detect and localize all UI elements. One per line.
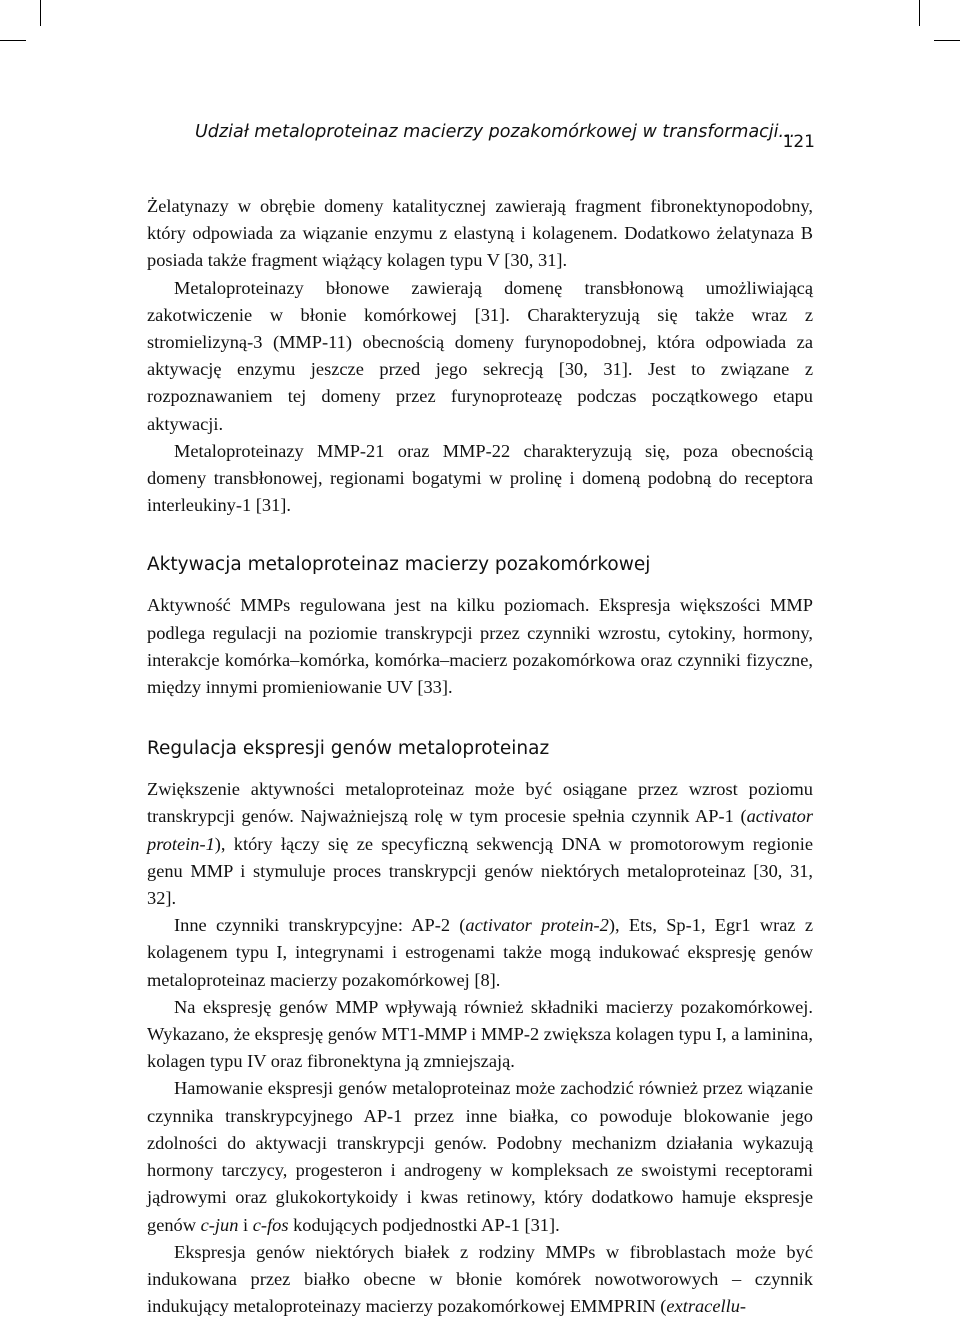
paragraph-mmp21-mmp22: Metaloproteinazy MMP-21 oraz MMP-22 charakteryzują się, poza obecnością domeny transbłonowej, regionami bogatymi w prolinę i domeną podobną do receptora interleukiny-1 [31]. — [147, 440, 813, 516]
page-header — [195, 122, 815, 152]
italic-term: c-jun — [200, 1214, 239, 1235]
italic-term: c-fos — [252, 1214, 289, 1235]
text-run: i — [238, 1214, 253, 1235]
paragraph-other-factors — [147, 912, 813, 994]
paragraph-inhibition — [147, 1075, 813, 1238]
text-run: Inne czynniki transkrypcyjne: AP-2 ( — [174, 915, 466, 936]
crop-mark-top-left-horizontal — [0, 40, 26, 41]
crop-mark-top-right-horizontal — [934, 40, 960, 41]
paragraph-mmp-regulation: Aktywność MMPs regulowana jest na kilku poziomach. Ekspresja większości MMP podlega regulacji na poziomie transkrypcji przez czynniki wzrostu, cytokiny, hormony, interakcje komórka–komórka, komórka–macierz pozakomórkowa oraz czynniki fizyczne, między innymi promieniowanie UV [33]. — [147, 595, 813, 698]
crop-mark-top-right-vertical — [919, 0, 920, 26]
article-body — [147, 193, 813, 1320]
italic-term: activator protein-2 — [465, 915, 609, 936]
page-number: 121 — [782, 132, 815, 152]
italic-term: extracellu- — [666, 1296, 747, 1317]
text-run: ), który łączy się ze specyficzną sekwencją DNA w promotorowym regionie genu MMP i stymuluje proces transkrypcji genów niektórych metaloproteinaz [30, 31, 32]. — [147, 833, 813, 909]
section-heading-regulation: Regulacja ekspresji genów metaloproteinaz — [147, 738, 550, 760]
paragraph-ap1 — [147, 776, 813, 912]
italic-term: activator protein-1 — [147, 806, 813, 854]
paragraph-gelatinases: Żelatynazy w obrębie domeny katalitycznej zawierają fragment fibronektynopodobny, który odpowiada za wiązanie enzymu z elastyną i kolagenem. Dodatkowo żelatynaza B posiada także fragment wiążący kolagen typu V [30, 31]. — [147, 196, 813, 271]
paragraph-ecm-components: Na ekspresję genów MMP wpływają również składniki macierzy pozakomórkowej. Wykazano, że ekspresję genów MT1-MMP i MMP-2 zwiększa kolagen typu I, a laminina, kolagen typu IV oraz fibronektyna ją zmniejszają. — [147, 996, 813, 1072]
running-title: Udział metaloproteinaz macierzy pozakomórkowej w transformacji... — [195, 122, 796, 142]
text-run: kodujących podjednostki AP-1 [31]. — [288, 1214, 560, 1235]
paragraph-membrane-mmps: Metaloproteinazy błonowe zawierają domenę transbłonową umożliwiającą zakotwiczenie w błonie komórkowej [31]. Charakteryzują się także wraz z stromielizyną-3 (MMP-11) obecnością domeny furynopodobnej, która odpowiada za aktywację enzymu jeszcze przed jego sekrecją [30, 31]. Jest to związane z rozpoznawaniem tej domeny przez furynoproteazę podczas początkowego etapu aktywacji. — [147, 277, 813, 434]
text-run: Hamowanie ekspresji genów metaloproteinaz może zachodzić również przez wiązanie czynnika transkrypcyjnego AP-1 przez inne białka, co powoduje blokowanie jego zdolności do aktywacji transkrypcji genów. Podobny mechanizm działania wykazują hormony tarczycy, progesteron i androgeny w kompleksach ze swoistymi receptorami jądrowymi oraz glukokortykoidy i kwas retinowy, który dodatkowo hamuje ekspresje genów — [147, 1078, 813, 1235]
crop-mark-top-left-vertical — [40, 0, 41, 26]
text-run: ), Ets, Sp-1, Egr1 wraz z kolagenem typu I, integrynami i estrogenami także mogą indukować ekspresję genów metaloproteinaz macierzy pozakomórkowej [8]. — [147, 915, 813, 990]
section-heading-activation: Aktywacja metaloproteinaz macierzy pozakomórkowej — [147, 554, 651, 576]
text-run: Zwiększenie aktywności metaloproteinaz może być osiągane przez wzrost poziomu transkrypcji genów. Najważniejszą rolę w tym procesie spełnia czynnik AP-1 ( — [147, 779, 813, 827]
paragraph-emmprin — [147, 1239, 813, 1321]
text-run: Ekspresja genów niektórych białek z rodziny MMPs w fibroblastach może być indukowana przez białko obecne w błonie komórek nowotworowych – czynnik indukujący metaloproteinazy macierzy pozakomórkowej EMMPRIN ( — [147, 1241, 813, 1317]
